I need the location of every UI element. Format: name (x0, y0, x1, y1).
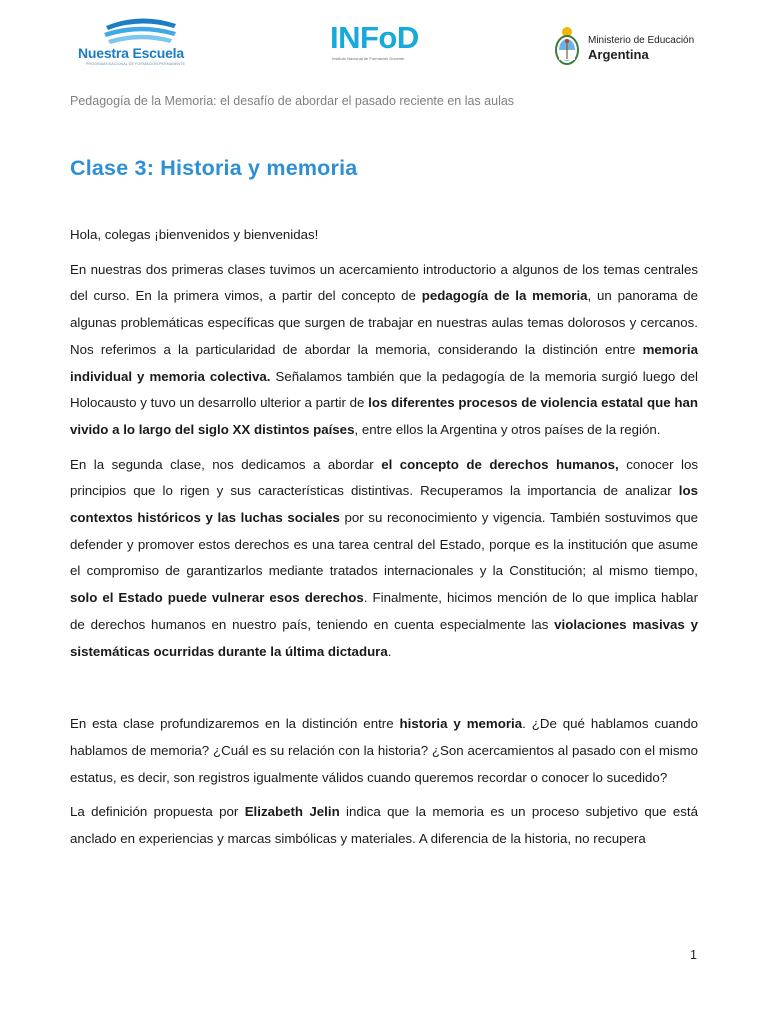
escuela-word: Escuela (132, 45, 184, 61)
bold-text: los diferentes procesos de violencia estatal que han vivido a lo largo del siglo XX distintos países (70, 395, 698, 437)
text-run: por su reconocimiento y vigencia. También sostuvimos que defender y promover estos derechos es una tarea central del Estado, porque es la institución que asume el compromiso de garantizarlos mediante tratados internacionales y la Constitución; al mismo tiempo, (70, 510, 698, 579)
text-run: Hola, colegas ¡bienvenidos y bienvenidas! (70, 227, 319, 242)
text-run: indica que la memoria es un proceso subjetivo que está anclado en experiencias y marcas simbólicas y materiales. A diferencia de la historia, no recupera (70, 804, 698, 847)
nuestra-escuela-name (78, 45, 184, 61)
ministerio-line2: Argentina (588, 47, 649, 62)
ministerio-line1: Ministerio de Educación (588, 35, 695, 46)
text-run: . (387, 643, 392, 659)
nuestra-escuela-wave-icon (100, 16, 180, 44)
page-number: 1 (690, 948, 697, 962)
paragraph (70, 222, 698, 249)
infod-name: INFoD (330, 20, 419, 55)
nuestra-escuela-logo (78, 16, 198, 68)
text-run: . ¿De qué hablamos cuando hablamos de memoria? ¿Cuál es su relación con la historia? ¿Son acercamientos al pasado con el mismo estatus, es decir, son registros igualmente válidos cuando queremos recordar o conocer lo sucedido? (70, 716, 698, 785)
page-header (0, 0, 768, 80)
paragraph (70, 799, 698, 852)
bold-text: memoria individual y memoria colectiva. (70, 341, 698, 384)
text-run: , entre ellos la Argentina y otros países de la región. (354, 421, 661, 437)
infod-tagline: Instituto Nacional de Formación Docente (332, 56, 405, 61)
text-run: En nuestras dos primeras clases tuvimos un acercamiento introductorio a algunos de los temas centrales del curso. En la primera vimos, a partir del concepto de (70, 261, 698, 304)
nuestra-word: Nuestra (78, 45, 129, 61)
text-run: Señalamos también que la pedagogía de la memoria surgió luego del Holocausto y tuvo un desarrollo ulterior a partir de (70, 368, 698, 411)
text-run: , un panorama de algunas problemáticas específicas que surgen de trabajar en nuestras aulas temas dolorosos y cercanos. Nos referimos a la particularidad de abordar la memoria, considerando la distinción entre (70, 288, 699, 357)
text-run: La definición propuesta por (70, 804, 245, 820)
bold-text: historia y memoria (399, 716, 523, 732)
class-title: Clase 3: Historia y memoria (70, 156, 358, 180)
text-run: En esta clase profundizaremos en la distinción entre (70, 716, 400, 732)
bold-text: Elizabeth Jelin (244, 804, 340, 820)
infod-logo (330, 22, 450, 64)
bold-text: el concepto de derechos humanos, (381, 456, 619, 472)
text-run: . Finalmente, hicimos mención de lo que implica hablar de derechos humanos en nuestro país, teniendo en cuenta especialmente las (70, 590, 698, 632)
text-run: En la segunda clase, nos dedicamos a abordar (70, 456, 382, 472)
bold-text: solo el Estado puede vulnerar esos derechos (70, 590, 364, 606)
ministerio-logo (552, 25, 702, 69)
paragraph (70, 711, 698, 791)
nuestra-escuela-tagline: PROGRAMA NACIONAL DE FORMACIÓN PERMANENTE (86, 62, 186, 66)
bold-text: violaciones masivas y sistemáticas ocurridas durante la última dictadura (70, 616, 698, 659)
paragraph (70, 452, 698, 666)
document-body (70, 222, 698, 861)
national-coat-of-arms-icon (552, 25, 582, 67)
bold-text: los contextos históricos y las luchas sociales (70, 483, 698, 526)
text-run: conocer los principios que lo rigen y sus características distintivas. Recuperamos la importancia de analizar (70, 456, 699, 499)
bold-text: pedagogía de la memoria (421, 288, 588, 304)
paragraph (70, 257, 698, 444)
course-subtitle: Pedagogía de la Memoria: el desafío de abordar el pasado reciente en las aulas (70, 94, 515, 108)
